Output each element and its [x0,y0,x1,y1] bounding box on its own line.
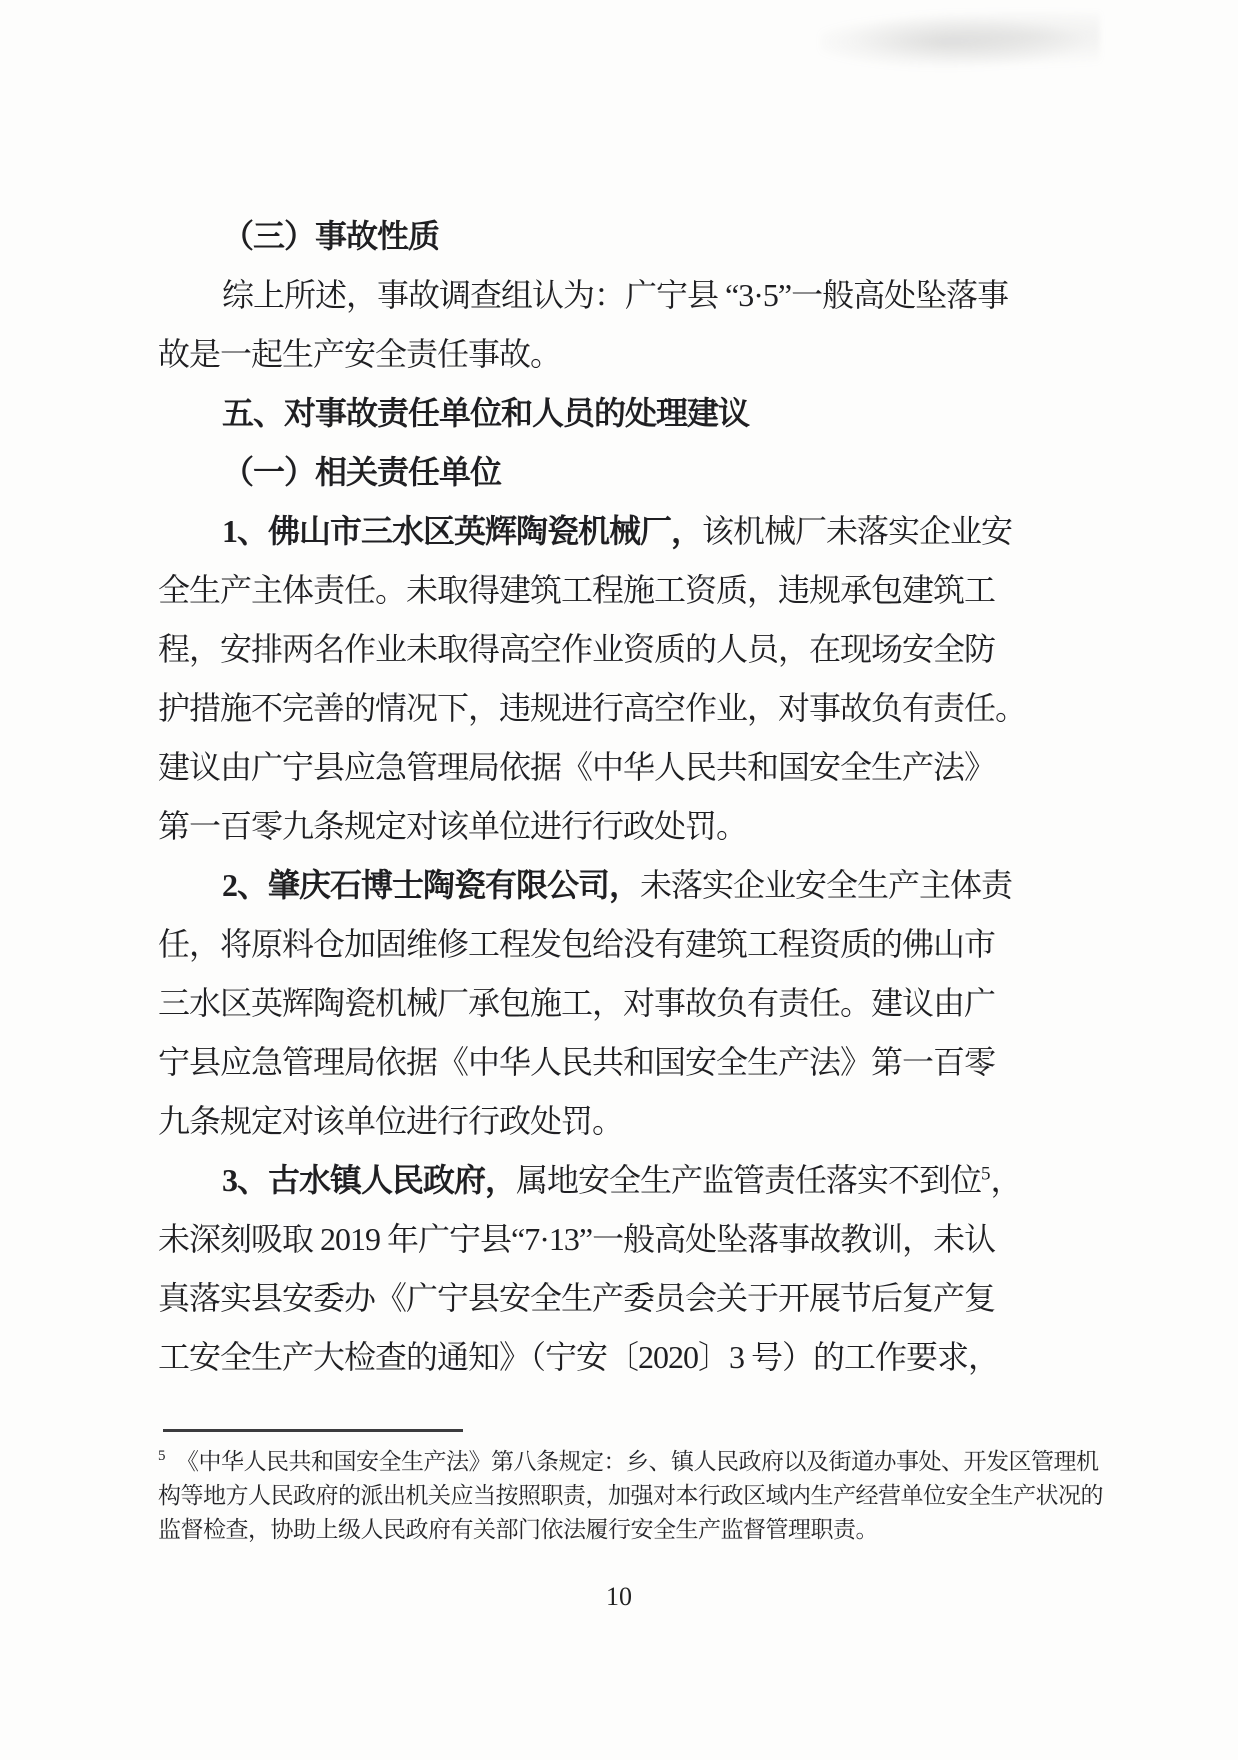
unit3-name-bold: 3、古水镇人民政府， [222,1162,517,1198]
conclusion-paragraph-line: 故是一起生产安全责任事故。 [158,336,562,372]
page-number: 10 [606,1582,632,1611]
unit2-paragraph-line [158,856,1178,915]
unit2-paragraph-line: 三水区英辉陶瓷机械厂承包施工，对事故负有责任。建议由广 [158,985,996,1021]
unit2-paragraph-line: 宁县应急管理局依据《中华人民共和国安全生产法》第一百零 [158,1044,996,1080]
footnote-line: 监督检查，协助上级人民政府有关部门依法履行安全生产监督管理职责。 [158,1517,878,1542]
unit1-text: 该机械厂未落实企业安 [702,513,1013,549]
scan-noise-artifact [820,12,1100,72]
section-heading-accident-nature: （三）事故性质 [222,218,440,254]
footnote-separator-rule [163,1429,463,1432]
unit1-paragraph-line: 全生产主体责任。未取得建筑工程施工资质，违规承包建筑工 [158,572,996,608]
unit1-paragraph-line [158,502,1178,561]
unit1-paragraph-line: 护措施不完善的情况下，违规进行高空作业，对事故负有责任。 [158,690,1027,726]
section-heading-handling-suggestions: 五、对事故责任单位和人员的处理建议 [222,395,750,431]
unit2-text: 未落实企业安全生产主体责 [640,867,1013,903]
footnote-text: 《中华人民共和国安全生产法》第八条规定：乡、镇人民政府以及街道办事处、开发区管理机 [176,1449,1099,1474]
unit1-paragraph-line: 建议由广宁县应急管理局依据《中华人民共和国安全生产法》 [158,749,996,785]
unit3-paragraph-line: 工安全生产大检查的通知》（宁安〔2020〕3 号）的工作要求， [158,1339,1000,1375]
subsection-heading-responsible-units: （一）相关责任单位 [222,454,502,490]
unit3-text: 属地安全生产监管责任落实不到位 [516,1162,982,1198]
footnote-block [158,1445,1138,1547]
unit2-paragraph-line: 任，将原料仓加固维修工程发包给没有建筑工程资质的佛山市 [158,926,996,962]
unit1-name-bold: 1、佛山市三水区英辉陶瓷机械厂， [222,513,703,549]
unit3-paragraph-line: 未深刻吸取 2019 年广宁县“7·13”一般高处坠落事故教训，未认 [158,1221,996,1257]
unit3-paragraph-line [158,1151,1178,1210]
footnote-reference-5: 5 [981,1163,991,1185]
unit3-paragraph-line: 真落实县安委办《广宁县安全生产委员会关于开展节后复产复 [158,1280,996,1316]
unit1-paragraph-line: 程，安排两名作业未取得高空作业资质的人员，在现场安全防 [158,631,996,667]
footnote-line [158,1445,1138,1479]
unit2-name-bold: 2、肇庆石博士陶瓷有限公司， [222,867,641,903]
footnote-line: 构等地方人民政府的派出机关应当按照职责，加强对本行政区域内生产经营单位安全生产状况的 [158,1483,1103,1508]
unit1-paragraph-line: 第一百零九条规定对该单位进行行政处罚。 [158,808,748,844]
unit3-text-tail: ， [990,1162,1022,1198]
footnote-marker-5: 5 [158,1448,165,1465]
document-body [158,207,1178,1387]
conclusion-paragraph-line: 综上所述，事故调查组认为：广宁县 “3·5”一般高处坠落事 [222,277,1009,313]
unit2-paragraph-line: 九条规定对该单位进行行政处罚。 [158,1103,624,1139]
